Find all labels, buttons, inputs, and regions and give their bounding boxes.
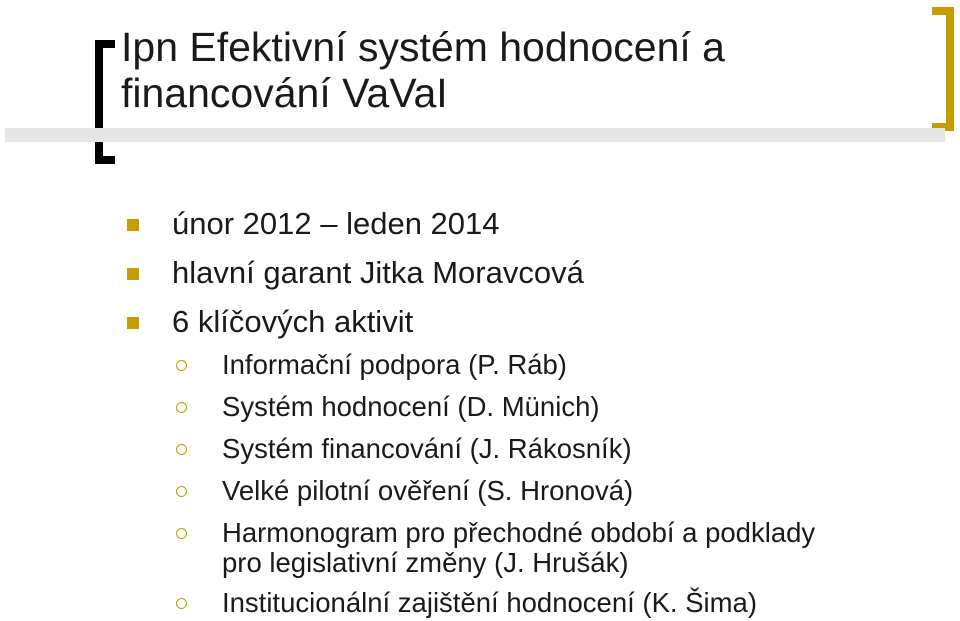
square-bullet-icon — [127, 317, 139, 329]
sub-bullet-text: Institucionální zajištění hodnocení (K. Šima) — [222, 587, 758, 618]
circle-bullet-icon — [176, 444, 187, 455]
circle-bullet-icon — [176, 528, 187, 539]
sub-bullet-text-continuation: pro legislativní změny (J. Hrušák) — [222, 547, 629, 578]
sub-bullet-text: Velké pilotní ověření (S. Hronová) — [222, 475, 634, 506]
sub-bullet-text: Systém hodnocení (D. Münich) — [222, 391, 600, 422]
title-underline-band — [5, 128, 945, 142]
circle-bullet-icon — [176, 360, 187, 371]
slide-title-line-2: financování VaVaI — [121, 70, 448, 116]
circle-bullet-icon — [176, 402, 187, 413]
title-bracket-right — [932, 7, 954, 131]
bullet-text: 6 klíčových aktivit — [172, 304, 414, 339]
bullet-text: hlavní garant Jitka Moravcová — [172, 255, 584, 290]
title-bracket-left — [95, 40, 115, 164]
square-bullet-icon — [127, 268, 139, 280]
sub-bullet-text: Informační podpora (P. Ráb) — [222, 349, 567, 380]
square-bullet-icon — [127, 219, 139, 231]
sub-bullet-text: Harmonogram pro přechodné období a podklady — [222, 517, 816, 548]
bullet-text: únor 2012 – leden 2014 — [172, 206, 500, 241]
circle-bullet-icon — [176, 486, 187, 497]
slide-title-line-1: Ipn Efektivní systém hodnocení a — [121, 24, 725, 70]
slide-title — [121, 24, 725, 116]
circle-bullet-icon — [176, 598, 187, 609]
sub-bullet-text: Systém financování (J. Rákosník) — [222, 433, 632, 464]
